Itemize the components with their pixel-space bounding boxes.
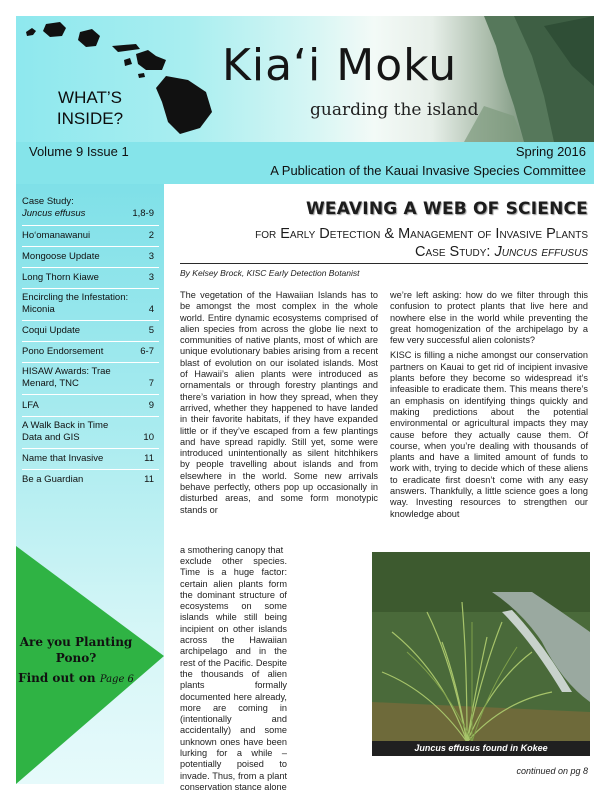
- newsletter-tagline: guarding the island: [310, 100, 479, 120]
- article-paragraph: exclude other species. Time is a huge factor: certain alien plants form the dominant structure of ecosystems on some islands while still being incipient on other islands across the Hawaiian archipelago and in the rest of the Pacific. Despite the thousands of alien plants formally documented here already, more are coming in (intentionally and accidentally) and some unknown ones have been lurking for a while – potentially poised to invade. Thus, from a plant conservation stance alone: [180, 556, 287, 792]
- toc-divider: [22, 225, 159, 226]
- toc-divider: [22, 320, 159, 321]
- issue-season: Spring 2016: [515, 144, 586, 159]
- article-paragraph: KISC is filling a niche amongst our conservation partners on Kauai to get rid of incipient invasive plants before they become so widespread it’s infeasible to eradicate them. This means there’s an emphasis on identifying things quickly and making predictions about the potential environmental or agricultural impacts they may cause before they actually cause them. Of course, when you’re dealing with thousands of plants and have a limited amount of funds to work with, trying to decide which of these aliens to eradicate first doesn’t come with any easy answers. Thankfully, a little science goes a long way. Investing resources to strengthen our knowledge about: [390, 350, 588, 519]
- continued-note[interactable]: continued on pg 8: [516, 766, 588, 776]
- issue-bar: [16, 142, 594, 184]
- toc-divider: [22, 288, 159, 289]
- toc-item-page: 2: [148, 230, 154, 241]
- toc-item[interactable]: [22, 251, 154, 263]
- juncus-photo: [372, 552, 590, 756]
- toc-item-title: A Walk Back in Time Data and GIS: [22, 420, 109, 443]
- toc-divider: [22, 362, 159, 363]
- toc-item[interactable]: [22, 292, 154, 316]
- toc-item[interactable]: [22, 453, 154, 465]
- promo-line: [16, 670, 136, 688]
- toc-item-title: Case Study:: [22, 196, 74, 207]
- promo-line: Are you Planting: [19, 635, 133, 649]
- toc-divider: [22, 267, 159, 268]
- toc-item-page: 7: [148, 378, 154, 389]
- island-molokai: [112, 44, 140, 52]
- toc-item[interactable]: [22, 420, 154, 444]
- island-lanai: [124, 58, 132, 66]
- island-maui: [136, 50, 166, 70]
- toc-item[interactable]: [22, 474, 154, 486]
- toc-item-title: Ho‘omanawanui: [22, 230, 91, 241]
- article-column-right: [390, 290, 588, 524]
- toc-item-page: 3: [148, 272, 154, 283]
- article-case-study-line: [180, 244, 588, 260]
- toc-item[interactable]: [22, 196, 154, 220]
- article-headline: WEAVING A WEB OF SCIENCE: [305, 199, 588, 219]
- toc-item-title: HISAW Awards: Trae Menard, TNC: [22, 366, 111, 389]
- toc-item-page: 3: [148, 251, 154, 262]
- toc-item-page: 1,8-9: [132, 208, 154, 219]
- promo-line: Pono?: [55, 651, 97, 665]
- island-hawaii: [156, 76, 212, 134]
- juncus-photo-image: [372, 552, 590, 756]
- island-kauai: [43, 22, 66, 37]
- toc-item[interactable]: [22, 272, 154, 284]
- toc-item[interactable]: [22, 325, 154, 337]
- toc-item-title: Long Thorn Kiawe: [22, 272, 99, 283]
- promo-page-ref[interactable]: Page 6: [99, 674, 134, 685]
- article-column-left-narrow: [180, 556, 287, 797]
- toc-divider: [22, 246, 159, 247]
- pono-promo[interactable]: [16, 634, 136, 688]
- toc-item[interactable]: [22, 230, 154, 242]
- toc-item[interactable]: [22, 400, 154, 412]
- toc-divider: [22, 469, 159, 470]
- article-column-left: [180, 290, 378, 520]
- toc-divider: [22, 416, 159, 417]
- article-byline: By Kelsey Brock, KISC Early Detection Botanist: [180, 268, 360, 278]
- article-paragraph: The vegetation of the Hawaiian Islands has to be amongst the most complex in the whole world. Entire dynamic ecosystems comprised of alien species from across the globe lie next to communities of native plants, most of which are unique evolutionary babies arising from a recent blast of evolution on our isolated islands. Most of Hawaii’s alien plants were introduced as ornamentals or through forestry plantings and there’s variation in how they spread, when they arrived, whether they happened to have landed in their favorite habitats, if they have expanded little or if they’ve escaped from a few plantings and have spread rapidly. Still yet, some were introduced unintentionally as silent hitchhikers by people travelling about islands and from elsewhere in the world. Some new arrivals behave perfectly, others pop up occasionally in disturbed areas, and some form monotypic stands or: [180, 290, 378, 515]
- toc-item-title: Mongoose Update: [22, 251, 100, 262]
- photo-caption: Juncus effusus found in Kokee: [372, 741, 590, 756]
- toc-item-page: 5: [148, 325, 154, 336]
- toc-divider: [22, 341, 159, 342]
- toc-item-title: Name that Invasive: [22, 453, 104, 464]
- toc-item-page: 4: [148, 304, 154, 315]
- island-kahoolawe: [138, 73, 145, 78]
- volume-issue: Volume 9 Issue 1: [29, 144, 129, 159]
- article-paragraph-line: a smothering canopy that: [180, 545, 284, 555]
- table-of-contents: [16, 184, 164, 784]
- toc-divider: [22, 394, 159, 395]
- newsletter-title: Kia‘i Moku: [222, 40, 458, 91]
- masthead: [16, 16, 594, 142]
- toc-item-title: Be a Guardian: [22, 474, 84, 485]
- toc-item-page: 11: [144, 474, 154, 485]
- toc-item-title-species: Juncus effusus: [22, 208, 86, 219]
- toc-item-page: 6-7: [140, 346, 154, 357]
- toc-item-title: LFA: [22, 400, 39, 411]
- promo-find-text: Find out on: [18, 671, 96, 685]
- toc-item-page: 10: [143, 432, 154, 443]
- toc-item-title: Coqui Update: [22, 325, 81, 336]
- toc-item[interactable]: [22, 346, 154, 358]
- publication-line: A Publication of the Kauai Invasive Species Committee: [270, 163, 586, 178]
- toc-item-page: 9: [148, 400, 154, 411]
- case-study-species: Juncus effusus: [494, 244, 588, 260]
- island-niihau: [26, 28, 36, 36]
- article-subheading: for Early Detection & Management of Invasive Plants: [255, 226, 588, 242]
- island-oahu: [78, 29, 100, 47]
- toc-divider: [22, 448, 159, 449]
- toc-item-title: Pono Endorsement: [22, 346, 104, 357]
- headline-rule: [180, 263, 588, 264]
- toc-item-page: 11: [144, 453, 154, 464]
- toc-item[interactable]: [22, 366, 154, 390]
- whats-inside-label: WHAT’S INSIDE?: [56, 88, 124, 128]
- article-paragraph: we’re left asking: how do we filter through this confusion to protect plants that live here and nowhere else in the world while preventing the great homogenization of the archipelago by a few very successful alien colonists?: [390, 290, 588, 346]
- case-study-prefix: Case Study:: [415, 244, 495, 260]
- toc-item-title: Encircling the Infestation: Miconia: [22, 292, 129, 315]
